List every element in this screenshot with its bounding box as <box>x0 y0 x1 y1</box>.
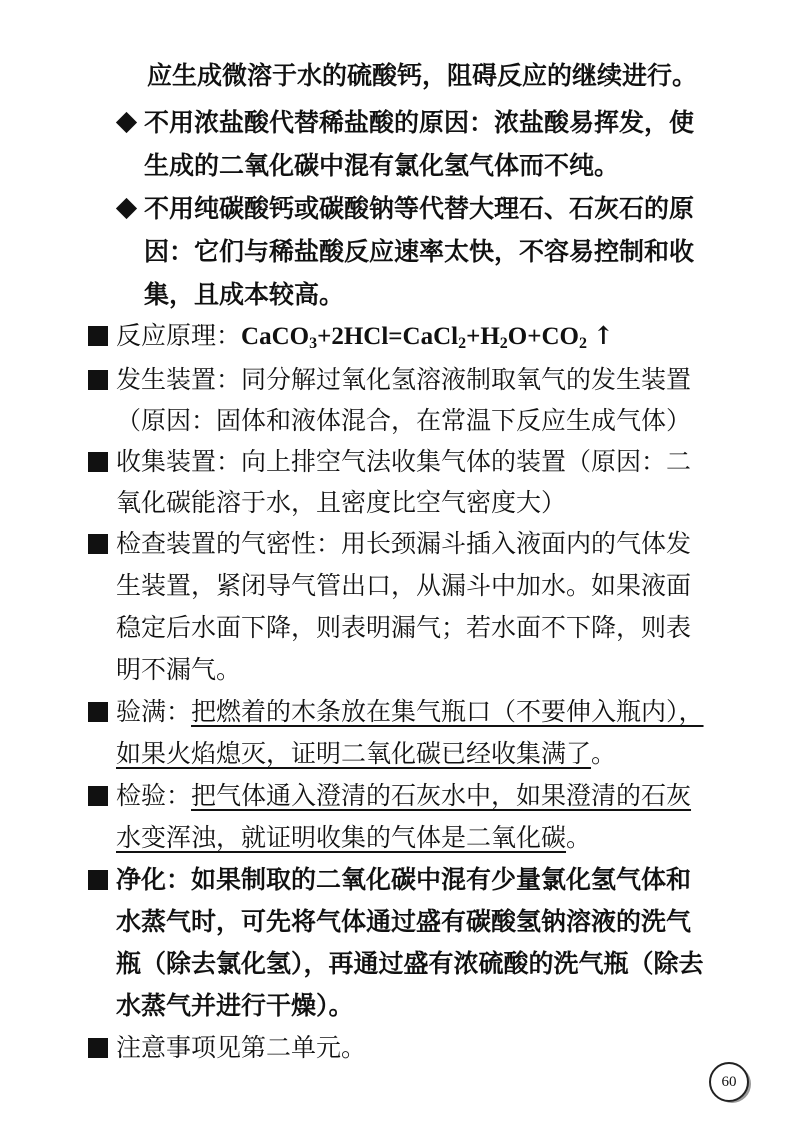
page-number: 60 <box>709 1062 749 1102</box>
gas-up-arrow-icon: ↑ <box>592 321 614 350</box>
chemical-formula: $CaCO_3+2HCl=CaCl_2+H_2O+CO_2$ <box>241 323 587 352</box>
reaction-principle-line <box>116 316 614 356</box>
text-line: 明不漏气。 <box>116 655 242 684</box>
period: 。 <box>566 823 592 852</box>
diamond-bullet-icon <box>116 112 137 133</box>
text-line: 不用纯碳酸钙或碳酸钠等代替大理石、石灰石的原 <box>144 194 695 223</box>
text-line <box>116 818 591 858</box>
square-bullet-icon <box>88 534 108 554</box>
text-line: 发生装置：同分解过氧化氢溶液制取氧气的发生装置 <box>116 365 692 394</box>
test-label: 检验： <box>116 781 192 810</box>
text-line <box>116 776 691 816</box>
square-bullet-icon <box>88 786 108 806</box>
text-line: 稳定后水面下降，则表明漏气；若水面不下降，则表 <box>116 613 692 642</box>
square-bullet-icon <box>88 1038 108 1058</box>
text-line: 净化：如果制取的二氧化碳中混有少量氯化氢气体和 <box>116 865 692 894</box>
text-line: 水蒸气时，可先将气体通过盛有碳酸氢钠溶液的洗气 <box>116 907 692 936</box>
text-line <box>116 734 616 774</box>
reaction-principle-label: 反应原理： <box>116 321 242 350</box>
square-bullet-icon <box>88 452 108 472</box>
text-line: （原因：固体和液体混合，在常温下反应生成气体） <box>116 406 692 435</box>
underlined-text: 把气体通入澄清的石灰水中，如果澄清的石灰 <box>191 781 692 810</box>
text-line: 氧化碳能溶于水，且密度比空气密度大） <box>116 488 567 517</box>
underlined-text: 水变浑浊，就证明收集的气体是二氧化碳 <box>116 823 567 852</box>
square-bullet-icon <box>88 870 108 890</box>
underlined-text: 如果火焰熄灭，证明二氧化碳已经收集满了 <box>116 739 592 768</box>
text-line: 瓶（除去氯化氢），再通过盛有浓硫酸的洗气瓶（除去 <box>116 949 704 978</box>
full-check-label: 验满： <box>116 697 192 726</box>
text-line: 注意事项见第二单元。 <box>116 1033 367 1062</box>
text-line: 检查装置的气密性：用长颈漏斗插入液面内的气体发 <box>116 529 692 558</box>
text-line: 生装置，紧闭导气管出口，从漏斗中加水。如果液面 <box>116 571 692 600</box>
text-line: 不用浓盐酸代替稀盐酸的原因：浓盐酸易挥发，使 <box>144 108 695 137</box>
text-line: 应生成微溶于水的硫酸钙，阻碍反应的继续进行。 <box>147 61 698 90</box>
square-bullet-icon <box>88 370 108 390</box>
underlined-text: 把燃着的木条放在集气瓶口（不要伸入瓶内）， <box>191 697 704 726</box>
text-line: 水蒸气并进行干燥）。 <box>116 991 354 1020</box>
period: 。 <box>591 739 617 768</box>
diamond-bullet-icon <box>116 198 137 219</box>
text-line: 集，且成本较高。 <box>144 280 345 309</box>
square-bullet-icon <box>88 702 108 722</box>
text-line: 收集装置：向上排空气法收集气体的装置（原因：二 <box>116 447 692 476</box>
text-line: 因：它们与稀盐酸反应速率太快，不容易控制和收 <box>144 237 695 266</box>
text-line: 生成的二氧化碳中混有氯化氢气体而不纯。 <box>144 151 620 180</box>
square-bullet-icon <box>88 326 108 346</box>
page-number-badge <box>709 1062 753 1106</box>
text-line <box>116 692 704 732</box>
